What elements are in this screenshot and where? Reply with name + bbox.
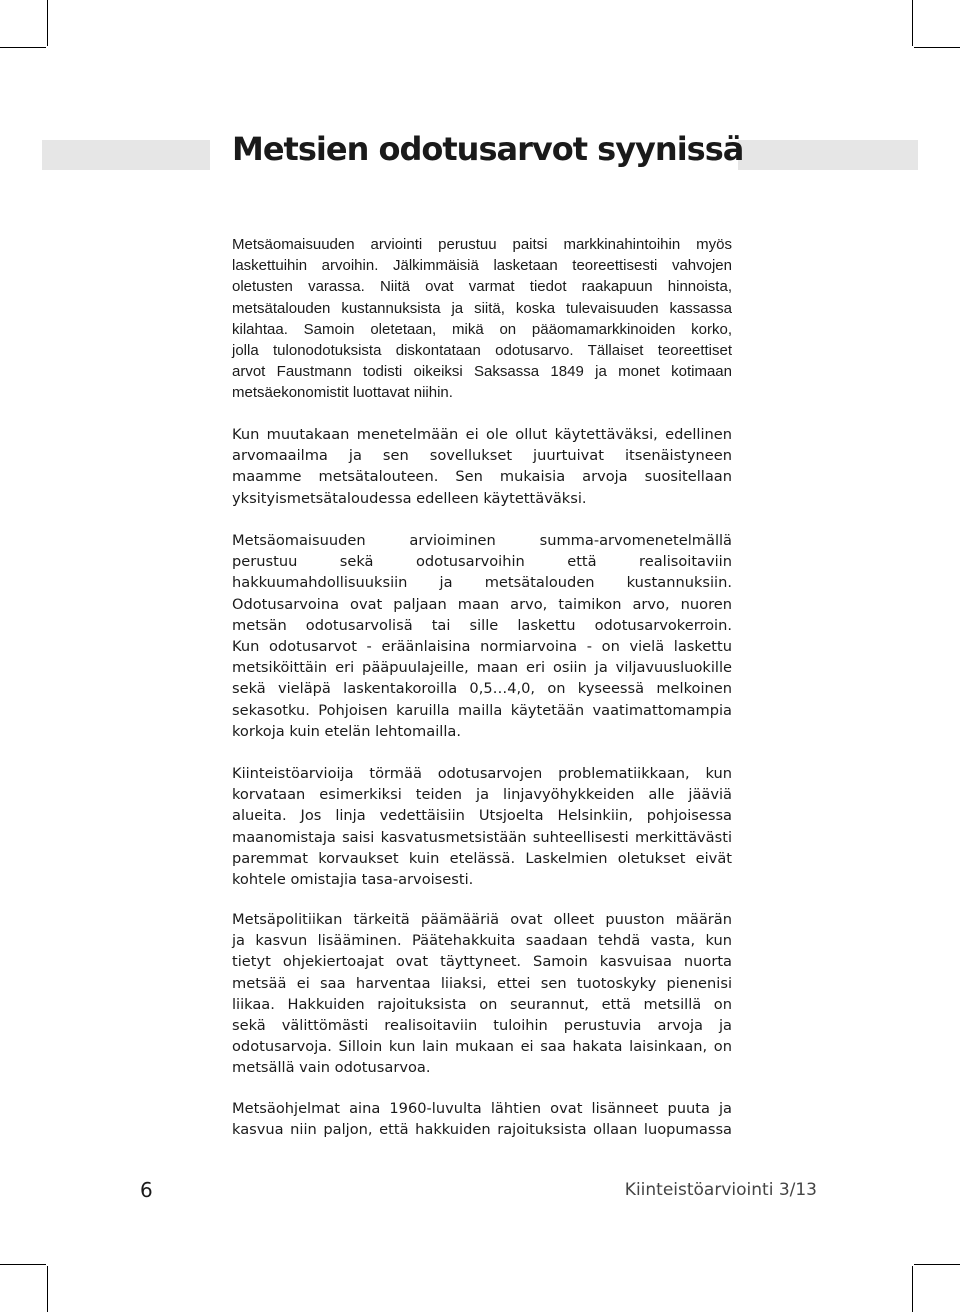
text-line: metsän odotusarvolisä tai sille laskettu odotusarvokerroin.: [232, 616, 732, 634]
text-line: kasvua niin paljon, että hakkuiden rajoituksista ollaan luopumassa: [232, 1121, 732, 1139]
crop-mark: [912, 1266, 913, 1312]
text-line: perustuu sekä odotusarvoihin että realisoitaviin: [232, 553, 732, 571]
crop-mark: [912, 0, 913, 46]
title-bar-left: [42, 140, 210, 170]
text-line: yksityismetsätaloudessa edelleen käytettäväksi.: [232, 489, 587, 507]
text-line: hakkuumahdollisuuksiin ja metsätalouden kustannuksiin.: [232, 574, 732, 592]
text-line: maamme metsätalouteen. Sen mukaisia arvoja suositellaan: [232, 468, 732, 486]
text-line: Metsäpolitiikan tärkeitä päämääriä ovat olleet puuston määrän: [232, 911, 732, 928]
text-line: Kun muutakaan menetelmään ei ole ollut käytettäväksi, edellinen: [232, 426, 732, 443]
text-line: metsätalouden kustannuksista ja siitä, koska tulevaisuuden kassassa: [232, 299, 732, 317]
paragraph: [232, 909, 732, 1079]
text-line: Metsäomaisuuden arvioiminen summa-arvomenetelmällä: [232, 532, 732, 549]
publication-name: Kiinteistöarviointi 3/13: [624, 1180, 817, 1200]
text-line: laskettuihin arvoihin. Jälkimmäisiä lasketaan teoreettisesti vahvojen: [232, 257, 732, 275]
paragraph: [232, 1098, 732, 1140]
text-line: sekasotku. Pohjoisen karuilla mailla käytetään vaatimattomampia: [232, 701, 732, 719]
text-line: metsällä vain odotusarvoa.: [232, 1059, 431, 1077]
paragraph: [232, 530, 732, 742]
text-line: maanomistaja saisi kasvatusmetsistään suhteellisesti merkittävästi: [232, 828, 732, 846]
text-line: oletusten varassa. Niitä ovat varmat tiedot raakapuun hinnoista,: [232, 278, 732, 296]
title-bar-right: [738, 140, 918, 170]
text-line: Kun odotusarvot - eräänlaisina normiarvoina - on vielä laskettu: [232, 638, 732, 656]
text-line: sekä välittömästi realisoitaviin tuloihin perustuvia arvoja ja: [232, 1017, 732, 1035]
crop-mark: [0, 1264, 46, 1265]
text-line: jolla tulonodotuksista diskontataan odotusarvo. Tällaiset teoreettiset: [232, 342, 732, 360]
text-line: metsää ei saa harventaa liiaksi, ettei sen tuotoskyky pienenisi: [232, 974, 732, 992]
text-line: korkoja kuin etelän lehtomailla.: [232, 722, 461, 740]
crop-mark: [914, 47, 960, 48]
text-line: sekä vieläpä laskentakoroilla 0,5…4,0, on kyseessä melkoinen: [232, 680, 732, 698]
text-line: Kiinteistöarvioija törmää odotusarvojen problematiikkaan, kun: [232, 765, 732, 782]
text-line: Metsäohjelmat aina 1960-luvulta lähtien ovat lisänneet puuta ja: [232, 1100, 732, 1117]
text-line: metsiköittäin eri pääpuulajeille, maan eri osiin ja viljavuusluokille: [232, 659, 732, 677]
crop-mark: [47, 1266, 48, 1312]
text-line: ja kasvun lisääminen. Päätehakkuita saadaan tehdä vasta, kun: [232, 932, 732, 950]
paragraph: [232, 424, 732, 509]
text-line: korvataan esimerkiksi teiden ja linjavyöhykkeiden alle jääviä: [232, 786, 732, 804]
text-line: kilahtaa. Samoin oletetaan, mikä on pääomamarkkinoiden korko,: [232, 320, 732, 338]
text-line: Metsäomaisuuden arviointi perustuu paitsi markkinahintoihin myös: [232, 236, 732, 253]
text-line: arvot Faustmann todisti oikeiksi Saksassa 1849 ja monet kotimaan: [232, 363, 732, 381]
text-line: kohtele omistajia tasa-arvoisesti.: [232, 871, 474, 889]
text-line: metsäekonomistit luottavat niihin.: [232, 384, 453, 402]
text-line: Odotusarvoina ovat paljaan maan arvo, taimikon arvo, nuoren: [232, 595, 732, 613]
text-line: liikaa. Hakkuiden rajoituksista on seurannut, että metsillä on: [232, 995, 732, 1013]
page-title: Metsien odotusarvot syynissä: [232, 130, 744, 168]
text-line: alueita. Jos linja vedettäisiin Utsjoelta Helsinkiin, pohjoisessa: [232, 807, 732, 825]
text-line: tietyt ohjekiertoajat ovat täyttyneet. Samoin kasvuisaa nuorta: [232, 953, 732, 971]
paragraph: [232, 234, 732, 404]
text-line: paremmat korvaukset kuin etelässä. Laskelmien oletukset eivät: [232, 849, 732, 867]
text-line: odotusarvoja. Silloin kun lain mukaan ei saa hakata laisinkaan, on: [232, 1038, 732, 1056]
page-number: 6: [140, 1178, 153, 1202]
crop-mark: [914, 1264, 960, 1265]
text-line: arvomaailma ja sen sovellukset juurtuivat itsenäistyneen: [232, 447, 732, 465]
crop-mark: [47, 0, 48, 46]
paragraph: [232, 763, 732, 890]
crop-mark: [0, 47, 46, 48]
